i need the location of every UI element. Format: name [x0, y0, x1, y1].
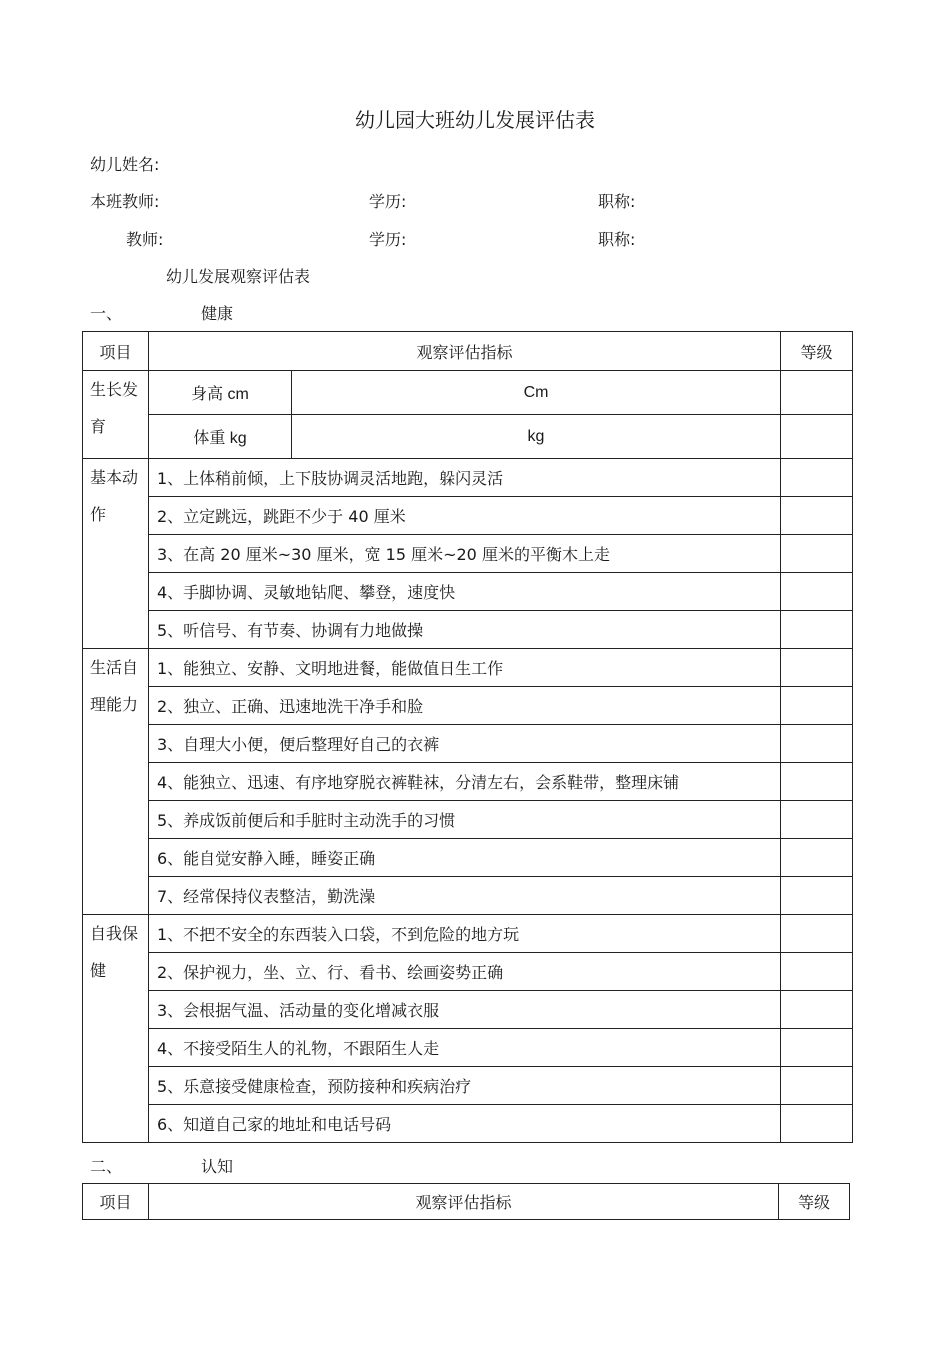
table-row: [83, 1067, 853, 1105]
grade-cell[interactable]: [781, 763, 853, 801]
table-row: [83, 877, 853, 915]
grade-cell[interactable]: [781, 687, 853, 725]
table-header-row: [83, 332, 853, 371]
table-row: [83, 459, 853, 497]
teacher-label: 教师:: [126, 230, 164, 249]
indicator-text: 2、立定跳远，跳距不少于 40 厘米: [149, 497, 781, 535]
grade-cell[interactable]: [781, 839, 853, 877]
header-indicator: 观察评估指标: [149, 1184, 779, 1220]
indicator-text: 4、手脚协调、灵敏地钻爬、攀登，速度快: [149, 573, 781, 611]
indicator-text: 5、听信号、有节奏、协调有力地做操: [149, 611, 781, 649]
table-row: [83, 915, 853, 953]
table-row: [83, 801, 853, 839]
grade-cell[interactable]: [781, 1105, 853, 1143]
height-unit: Cm: [292, 371, 781, 415]
grade-cell[interactable]: [781, 371, 853, 415]
indicator-text: 4、能独立、迅速、有序地穿脱衣裤鞋袜，分清左右，会系鞋带，整理床铺: [149, 763, 781, 801]
weight-label: 体重 kg: [149, 415, 292, 459]
child-name-label: 幼儿姓名:: [90, 155, 160, 174]
growth-height-row: [83, 371, 853, 415]
indicator-text: 3、在高 20 厘米~30 厘米，宽 15 厘米~20 厘米的平衡木上走: [149, 535, 781, 573]
grade-cell[interactable]: [781, 953, 853, 991]
category-self-health: 自我保健: [83, 915, 149, 1143]
indicator-text: 3、会根据气温、活动量的变化增减衣服: [149, 991, 781, 1029]
grade-cell[interactable]: [781, 535, 853, 573]
table-row: [83, 535, 853, 573]
grade-cell[interactable]: [781, 801, 853, 839]
table-row: [83, 611, 853, 649]
header-grade: 等级: [781, 332, 853, 371]
table-row: [83, 953, 853, 991]
section-1-name: 健康: [201, 304, 234, 323]
indicator-text: 4、不接受陌生人的礼物，不跟陌生人走: [149, 1029, 781, 1067]
category-self-care: 生活自理能力: [83, 649, 149, 915]
header-item: 项目: [83, 1184, 149, 1220]
education-label-1: 学历:: [369, 192, 407, 211]
page-title: 幼儿园大班幼儿发展评估表: [355, 108, 595, 132]
class-teacher-label: 本班教师:: [90, 192, 160, 211]
table-row: [83, 763, 853, 801]
indicator-text: 1、能独立、安静、文明地进餐，能做值日生工作: [149, 649, 781, 687]
table-row: [83, 1105, 853, 1143]
health-assessment-table: [82, 331, 853, 1143]
grade-cell[interactable]: [781, 1067, 853, 1105]
table-row: [83, 839, 853, 877]
indicator-text: 2、独立、正确、迅速地洗干净手和脸: [149, 687, 781, 725]
grade-cell[interactable]: [781, 573, 853, 611]
job-title-label-1: 职称:: [598, 192, 636, 211]
grade-cell[interactable]: [781, 1029, 853, 1067]
grade-cell[interactable]: [781, 497, 853, 535]
header-grade: 等级: [779, 1184, 850, 1220]
table-row: [83, 687, 853, 725]
table-row: [83, 1029, 853, 1067]
indicator-text: 1、上体稍前倾，上下肢协调灵活地跑，躲闪灵活: [149, 459, 781, 497]
header-item: 项目: [83, 332, 149, 371]
category-basic-movement: 基本动作: [83, 459, 149, 649]
indicator-text: 1、不把不安全的东西装入口袋，不到危险的地方玩: [149, 915, 781, 953]
weight-unit: kg: [292, 415, 781, 459]
section-2-name: 认知: [201, 1157, 234, 1176]
header-indicator: 观察评估指标: [149, 332, 781, 371]
indicator-text: 2、保护视力，坐、立、行、看书、绘画姿势正确: [149, 953, 781, 991]
section-1-number: 一、: [90, 304, 123, 323]
grade-cell[interactable]: [781, 459, 853, 497]
table-row: [83, 573, 853, 611]
table-row: [83, 991, 853, 1029]
cognition-assessment-table: [82, 1183, 850, 1220]
height-label: 身高 cm: [149, 371, 292, 415]
grade-cell[interactable]: [781, 877, 853, 915]
education-label-2: 学历:: [369, 230, 407, 249]
indicator-text: 7、经常保持仪表整洁，勤洗澡: [149, 877, 781, 915]
job-title-label-2: 职称:: [598, 230, 636, 249]
grade-cell[interactable]: [781, 611, 853, 649]
indicator-text: 6、知道自己家的地址和电话号码: [149, 1105, 781, 1143]
table-header-row: [83, 1184, 850, 1220]
indicator-text: 5、养成饭前便后和手脏时主动洗手的习惯: [149, 801, 781, 839]
grade-cell[interactable]: [781, 725, 853, 763]
table-row: [83, 497, 853, 535]
table-row: [83, 649, 853, 687]
category-growth: 生长发育: [83, 371, 149, 459]
grade-cell[interactable]: [781, 415, 853, 459]
indicator-text: 3、自理大小便，便后整理好自己的衣裤: [149, 725, 781, 763]
form-subtitle: 幼儿发展观察评估表: [166, 267, 311, 286]
growth-weight-row: [83, 415, 853, 459]
grade-cell[interactable]: [781, 649, 853, 687]
grade-cell[interactable]: [781, 915, 853, 953]
table-row: [83, 725, 853, 763]
indicator-text: 6、能自觉安静入睡，睡姿正确: [149, 839, 781, 877]
section-2-number: 二、: [90, 1157, 123, 1176]
grade-cell[interactable]: [781, 991, 853, 1029]
indicator-text: 5、乐意接受健康检查，预防接种和疾病治疗: [149, 1067, 781, 1105]
